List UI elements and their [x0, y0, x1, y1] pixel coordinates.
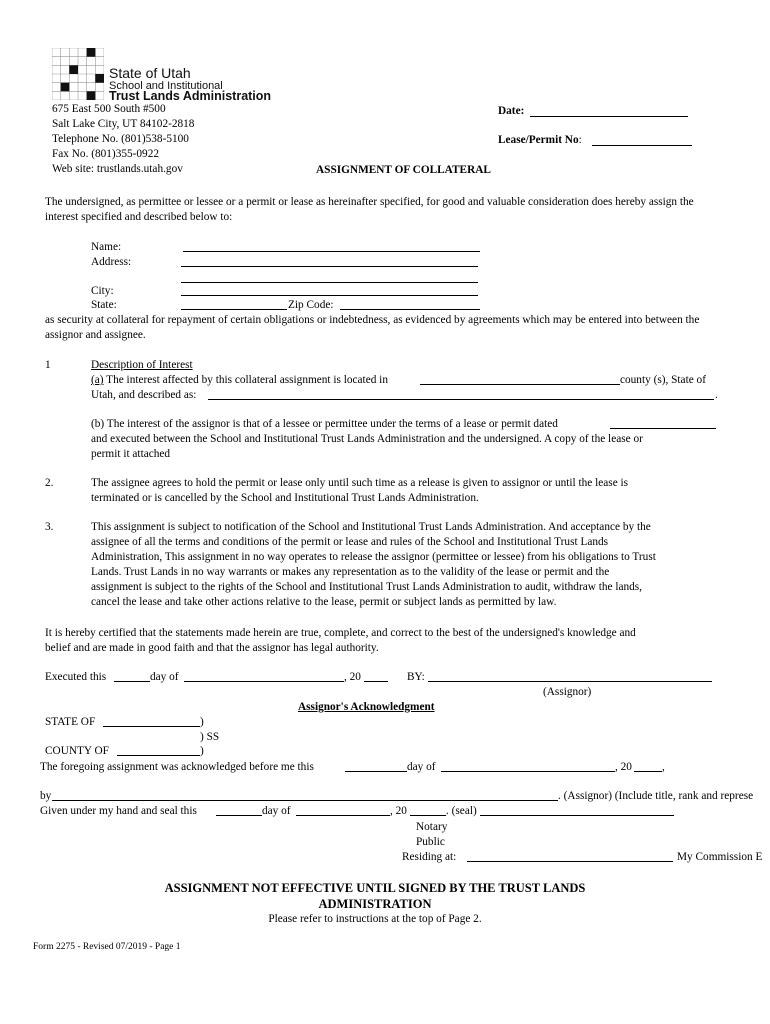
assignor-caption: (Assignor)	[543, 686, 592, 698]
certify-line2: belief and are made in good faith and that the assignor has legal authority.	[45, 642, 379, 654]
city-label: City:	[91, 285, 114, 297]
given-dayof-label: day of	[262, 805, 291, 817]
ack-dayof-label: day of	[407, 761, 436, 773]
section-1a-county-text: county (s), State of	[620, 374, 706, 386]
county-of-label: COUNTY OF	[45, 745, 109, 757]
date-field[interactable]	[530, 116, 688, 117]
state-of-field[interactable]	[103, 726, 200, 727]
ack-year-label: , 20	[615, 761, 632, 773]
executed-dayof-label: day of	[150, 671, 179, 683]
security-paragraph: as security at collateral for repayment of certain obligations or indebtedness, as evidenced by agreements which may be entered into between the assignor and assignee.	[45, 314, 700, 341]
executed-month-field[interactable]	[184, 681, 344, 682]
header-fax: Fax No. (801)355-0922	[52, 148, 159, 160]
header-telephone: Telephone No. (801)538-5100	[52, 133, 189, 145]
lease-permit-field[interactable]	[592, 145, 692, 146]
logo-agency-text: Trust Lands Administration	[109, 89, 272, 103]
lease-date-field[interactable]	[610, 428, 716, 429]
given-day-field[interactable]	[216, 815, 262, 816]
ack-by-field[interactable]	[52, 800, 558, 801]
given-year-field[interactable]	[410, 815, 446, 816]
trust-lands-logo	[52, 48, 272, 104]
date-label: Date:	[498, 105, 525, 117]
logo-grid-icon	[52, 48, 104, 100]
address-label: Address:	[91, 256, 132, 268]
state-of-paren: )	[200, 716, 204, 728]
ack-month-field[interactable]	[441, 771, 615, 772]
section-1b-line1: (b) The interest of the assignor is that of a lessee or permittee under the terms of a lease or permit dated	[91, 418, 558, 430]
section-3-line1: This assignment is subject to notification of the School and Institutional Trust Lands Administration. And acceptance by the	[91, 521, 651, 533]
section-1a-utah-text: Utah, and described as:	[91, 389, 197, 401]
section-2-number: 2.	[45, 477, 54, 489]
assignor-signature-field[interactable]	[428, 681, 712, 682]
section-1a-prefix: (a)	[91, 374, 104, 386]
county-of-paren: )	[200, 745, 204, 757]
state-field[interactable]	[181, 309, 287, 310]
section-1a-text: The interest affected by this collateral assignment is located in	[103, 374, 388, 386]
section-3-line5: assignment is subject to the rights of the School and Institutional Trust Lands Administration to audit, withdraw the lands,	[91, 581, 642, 593]
section-3-line6: cancel the lease and take other actions relative to the lease, permit or subject lands as permitted by law.	[91, 596, 557, 608]
seal-label: . (seal)	[446, 805, 477, 817]
section-1-heading: Description of Interest	[91, 359, 193, 371]
ack-comma: ,	[662, 761, 665, 773]
header-website: Web site: trustlands.utah.gov	[52, 163, 183, 175]
ack-year-field[interactable]	[634, 771, 662, 772]
name-label: Name:	[91, 241, 122, 253]
ack-day-field[interactable]	[345, 771, 407, 772]
address-field-line2[interactable]	[181, 282, 478, 283]
acknowledgment-heading: Assignor's Acknowledgment	[298, 701, 435, 713]
given-month-field[interactable]	[296, 815, 390, 816]
zip-label: Zip Code:	[288, 299, 334, 311]
state-label: State:	[91, 299, 117, 311]
lease-permit-label: Lease/Permit No	[498, 134, 579, 146]
form-id: Form 2275 - Revised 07/2019 - Page 1	[33, 942, 181, 952]
instructions-text: Please refer to instructions at the top of Page 2.	[268, 913, 482, 925]
notary-label: Notary	[416, 821, 448, 833]
county-field[interactable]	[420, 384, 620, 385]
notary-signature-field[interactable]	[480, 815, 674, 816]
state-of-label: STATE OF	[45, 716, 96, 728]
foregoing-label: The foregoing assignment was acknowledged before me this	[40, 761, 314, 773]
section-3-line4: Lands. Trust Lands in no way warrants or makes any representation as to the validity of the lease or permit and the	[91, 566, 610, 578]
city-field[interactable]	[181, 295, 478, 296]
by-label: BY:	[407, 671, 425, 683]
section-1b-line2: and executed between the School and Institutional Trust Lands Administration and the undersigned. A copy of the lease or	[91, 433, 643, 445]
header-city: Salt Lake City, UT 84102-2818	[52, 118, 195, 130]
intro-paragraph: The undersigned, as permittee or lessee or a permit or lease as hereinafter specified, for good and valuable consideration does hereby assign the interest specified and described below to:	[45, 196, 694, 223]
warning-line1: ASSIGNMENT NOT EFFECTIVE UNTIL SIGNED BY THE TRUST LANDS	[164, 881, 586, 895]
section-3-line3: Administration, This assignment in no way operates to release the assignor (permittee or lessee) from his obligations to Trust	[91, 551, 656, 563]
commission-label: My Commission E	[677, 851, 763, 863]
executed-year-label: , 20	[344, 671, 361, 683]
warning-line2: ADMINISTRATION	[318, 897, 432, 911]
public-label: Public	[416, 836, 445, 848]
section-3-number: 3.	[45, 521, 54, 533]
name-field[interactable]	[183, 251, 480, 252]
section-2-line2: terminated or is cancelled by the School and Institutional Trust Lands Administration.	[91, 492, 479, 504]
section-1b-line3: permit it attached	[91, 448, 171, 460]
lease-permit-colon: :	[578, 134, 582, 146]
address-field[interactable]	[181, 266, 478, 267]
residing-label: Residing at:	[402, 851, 457, 863]
executed-year-field[interactable]	[364, 681, 388, 682]
given-year-label: , 20	[390, 805, 407, 817]
logo-state-text: State of Utah	[109, 65, 191, 81]
certify-line1: It is hereby certified that the statements made herein are true, complete, and correct to the best of the undersigned's knowledge and	[45, 627, 636, 639]
county-of-field[interactable]	[117, 755, 200, 756]
executed-label: Executed this	[45, 671, 107, 683]
ss-label: ) SS	[200, 731, 220, 743]
section-1a-period: .	[715, 389, 718, 401]
zip-field[interactable]	[340, 309, 480, 310]
header-address: 675 East 500 South #500	[52, 103, 166, 115]
ack-by-tail: . (Assignor) (Include title, rank and represe	[558, 790, 754, 802]
residing-field[interactable]	[467, 861, 673, 862]
by-ack-label: by	[40, 790, 52, 802]
section-3-line2: assignee of all the terms and conditions of the permit or lease and rules of the School and Institutional Trust Lands	[91, 536, 609, 548]
given-label: Given under my hand and seal this	[40, 805, 197, 817]
executed-day-field[interactable]	[114, 681, 150, 682]
section-1-number: 1	[45, 359, 51, 371]
section-2-line1: The assignee agrees to hold the permit or lease only until such time as a release is given to assignor or until the lease is	[91, 477, 629, 489]
description-field[interactable]	[208, 399, 714, 400]
logo-school-text: School and Institutional	[109, 80, 223, 92]
document-title: ASSIGNMENT OF COLLATERAL	[316, 164, 491, 176]
